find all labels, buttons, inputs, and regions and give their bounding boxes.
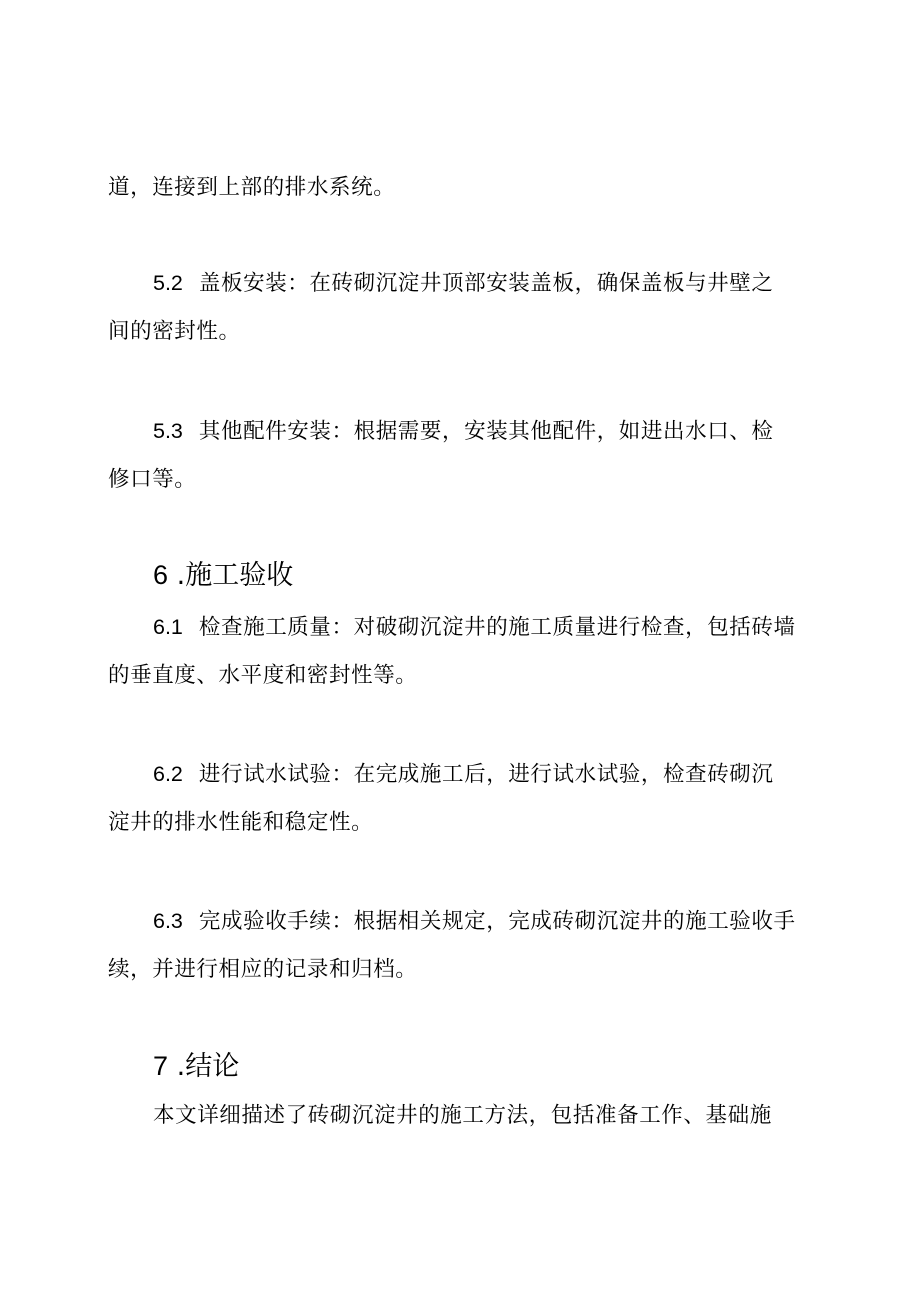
section-6-1-cont: 的垂直度、水平度和密封性等。 <box>108 663 418 688</box>
section-5-3: 5.3 其他配件安装：根据需要，安装其他配件，如进出水口、检 <box>153 419 774 444</box>
conclusion-text: 本文详细描述了砖砌沉淀井的施工方法，包括准备工作、基础施 <box>153 1103 772 1128</box>
section-6-3-cont: 续，并进行相应的记录和归档。 <box>108 957 418 982</box>
heading-7: 7 .结论 <box>153 1051 240 1082</box>
section-number: 6.1 <box>153 615 183 639</box>
section-6-2: 6.2 进行试水试验：在完成施工后，进行试水试验，检查砖砌沉 <box>153 762 774 787</box>
heading-6: 6 .施工验收 <box>153 560 294 591</box>
section-number: 5.2 <box>153 271 183 295</box>
section-number: 6.3 <box>153 909 183 933</box>
section-6-1: 6.1 检查施工质量：对破砌沉淀井的施工质量进行检查，包括砖墙 <box>153 615 796 640</box>
section-5-3-cont: 修口等。 <box>108 467 197 492</box>
section-6-3: 6.3 完成验收手续：根据相关规定，完成砖砌沉淀井的施工验收手 <box>153 909 796 934</box>
section-5-2-cont: 间的密封性。 <box>108 319 241 344</box>
section-number: 6.2 <box>153 762 183 786</box>
continuation-text: 道，连接到上部的排水系统。 <box>108 175 396 200</box>
section-number: 5.3 <box>153 419 183 443</box>
section-6-2-cont: 淀井的排水性能和稳定性。 <box>108 810 374 835</box>
section-5-2: 5.2 盖板安装：在砖砌沉淀井顶部安装盖板，确保盖板与井壁之 <box>153 271 774 296</box>
